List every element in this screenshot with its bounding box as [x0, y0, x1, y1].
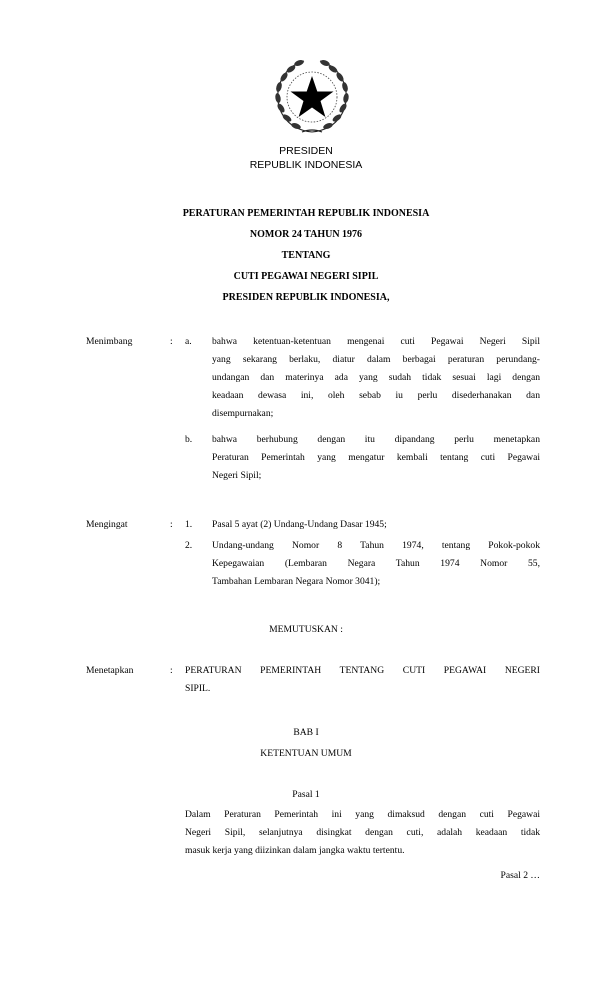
- mengingat-label: Mengingat: [86, 519, 128, 530]
- text-line: undangan dan materinya ada yang sudah tidak sesuai lagi dengan: [212, 372, 540, 383]
- mengingat-item-2: [212, 537, 540, 591]
- text-line: Kepegawaian (Lembaran Negara Tahun 1974 Nomor 55,: [212, 558, 540, 569]
- text-line: yang sekarang berlaku, diatur dalam berbagai peraturan perundang-: [212, 354, 540, 365]
- header-republik-indonesia: REPUBLIK INDONESIA: [249, 159, 363, 171]
- garuda-star-emblem-icon: [272, 56, 352, 136]
- title-line-1: PERATURAN PEMERINTAH REPUBLIK INDONESIA: [182, 208, 430, 219]
- title-line-4: CUTI PEGAWAI NEGERI SIPIL: [233, 271, 379, 282]
- title-line-3: TENTANG: [281, 250, 331, 261]
- bab-number: BAB I: [293, 727, 319, 738]
- memutuskan-heading: MEMUTUSKAN :: [269, 624, 343, 635]
- menimbang-label: Menimbang: [86, 336, 133, 347]
- text-line: SIPIL.: [185, 683, 211, 694]
- text-line: Tambahan Lembaran Negara Nomor 3041);: [212, 576, 381, 587]
- pasal-1-body: [185, 806, 540, 860]
- menetapkan-colon: :: [170, 665, 173, 676]
- text-line: Negeri Sipil, selanjutnya disingkat dengan cuti, adalah keadaan tidak: [185, 827, 540, 838]
- mengingat-marker-2: 2.: [185, 540, 193, 551]
- text-line: Peraturan Pemerintah yang mengatur kembali tentang cuti Pegawai: [212, 452, 540, 463]
- menimbang-colon: :: [170, 336, 173, 347]
- text-line: Dalam Peraturan Pemerintah ini yang dimaksud dengan cuti Pegawai: [185, 809, 540, 820]
- pasal-1-heading: Pasal 1: [292, 789, 320, 800]
- text-line: bahwa ketentuan-ketentuan mengenai cuti Pegawai Negeri Sipil: [212, 336, 540, 347]
- menetapkan-text: [185, 662, 540, 698]
- text-line: Negeri Sipil;: [212, 470, 262, 481]
- header-presiden: PRESIDEN: [279, 145, 333, 157]
- continuation-pasal-2: Pasal 2 …: [500, 870, 540, 881]
- menimbang-item-a: [212, 333, 540, 423]
- menimbang-item-b: [212, 431, 540, 485]
- bab-title: KETENTUAN UMUM: [260, 748, 352, 759]
- menimbang-marker-b: b.: [185, 434, 193, 445]
- menetapkan-label: Menetapkan: [86, 665, 134, 676]
- mengingat-marker-1: 1.: [185, 519, 193, 530]
- text-line: Undang-undang Nomor 8 Tahun 1974, tentang Pokok-pokok: [212, 540, 540, 551]
- text-line: disempurnakan;: [212, 408, 274, 419]
- title-line-2: NOMOR 24 TAHUN 1976: [249, 229, 363, 240]
- text-line: masuk kerja yang diizinkan dalam jangka waktu tertentu.: [185, 845, 405, 856]
- text-line: Pasal 5 ayat (2) Undang-Undang Dasar 1945;: [212, 519, 387, 530]
- menimbang-marker-a: a.: [185, 336, 192, 347]
- text-line: PERATURAN PEMERINTAH TENTANG CUTI PEGAWAI NEGERI: [185, 665, 540, 676]
- text-line: bahwa berhubung dengan itu dipandang perlu menetapkan: [212, 434, 540, 445]
- text-line: keadaan dewasa ini, oleh sebab iu perlu disederhanakan dan: [212, 390, 540, 401]
- mengingat-colon: :: [170, 519, 173, 530]
- mengingat-item-1: [212, 516, 540, 534]
- title-line-5: PRESIDEN REPUBLIK INDONESIA,: [222, 292, 390, 303]
